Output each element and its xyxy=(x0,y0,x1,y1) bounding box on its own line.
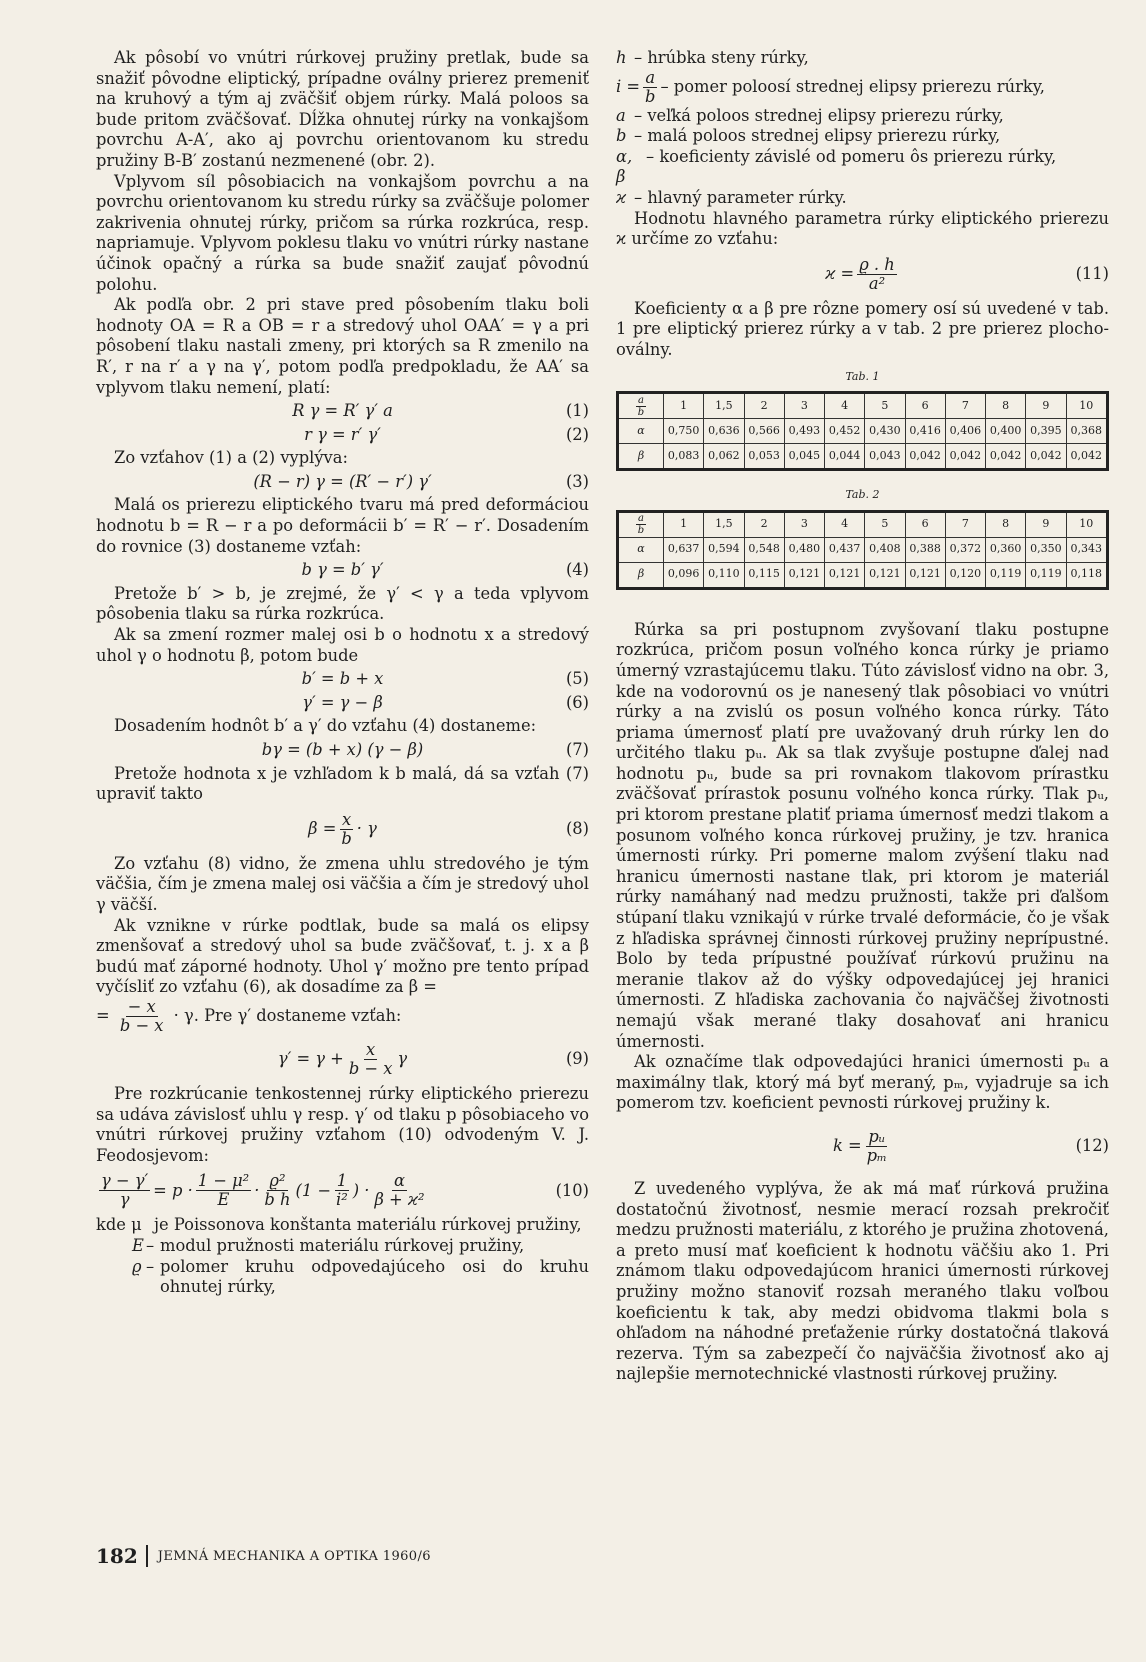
table-cell: 0,042 xyxy=(945,444,985,470)
table-header-row xyxy=(618,393,1108,419)
denominator: a² xyxy=(868,273,886,293)
numerator: 1 xyxy=(336,1171,348,1191)
equation-number: (6) xyxy=(565,692,589,712)
table-cell: 0,044 xyxy=(825,444,865,470)
numerator: ϱ . h xyxy=(859,254,895,274)
fraction xyxy=(339,811,353,848)
definition-text: – malá poloos strednej elipsy prierezu rúrky, xyxy=(634,126,1001,146)
row-label: β xyxy=(618,444,664,470)
numerator: 1 − μ² xyxy=(197,1171,250,1191)
table-cell: 0,480 xyxy=(784,537,824,562)
equation-10: $\frac{\gamma - \gamma'}{\gamma}$ = p · $\frac{\text{1 − μ²}}{E}$ · $\frac{\text{ϱ²}}{\text{b h}}$ (1 − $\frac{1}{\text{i²}}$ ) · $\frac{\alpha}{\text{β + ϰ²}}$ (10) xyxy=(101,1171,589,1210)
table-caption: Tab. 1 xyxy=(845,369,880,383)
table-cell: 0,452 xyxy=(825,419,865,444)
table-cell: 0,121 xyxy=(905,562,945,588)
table-header-cell: 7 xyxy=(945,511,985,537)
equation-3 xyxy=(96,472,589,493)
page-number: 182 xyxy=(96,1544,138,1568)
equation-body: b′ = b + x xyxy=(301,669,384,689)
table-cell: 0,372 xyxy=(945,537,985,562)
table-cell: 0,043 xyxy=(865,444,905,470)
numerator: a xyxy=(638,394,644,406)
definition-row xyxy=(96,1257,589,1298)
table-cell: 0,388 xyxy=(905,537,945,562)
numerator: a xyxy=(645,67,656,87)
equation-lhs: k = xyxy=(832,1136,862,1156)
equation-number: (5) xyxy=(565,669,589,689)
definition-dash: – xyxy=(146,1235,155,1255)
table-header-row xyxy=(618,511,1108,537)
definition-symbol: kde μ xyxy=(96,1215,142,1235)
definition-text: polomer kruhu odpovedajúceho osi do kruhu ohnutej rúrky, xyxy=(160,1256,589,1297)
equation-5 xyxy=(96,669,589,690)
paragraph: Ak pôsobí vo vnútri rúrkovej pružiny pretlak, bude sa snažiť pôvodne eliptický, prípadne oválny prierez premeniť na kruhový a tým aj zväčšiť objem rúrky. Malá poloos sa bude pritom zväčšovať. Dĺžka ohnutej rúrky na vonkajšom povrchu A-A′, ako aj povrchu orientovanom ku stredu pružiny B-B′ zostanú nezmenené (obr. 2). xyxy=(96,48,589,170)
symbol-definitions xyxy=(616,48,1109,209)
table-cell: 0,110 xyxy=(704,562,744,588)
definition-row xyxy=(616,106,1109,127)
table-header-cell: 9 xyxy=(1026,393,1066,419)
coefficient-table-1 xyxy=(616,391,1109,471)
equation-lhs: β = xyxy=(308,818,337,838)
table-row xyxy=(618,537,1108,562)
definition-dash: – xyxy=(146,1256,155,1276)
denominator: γ xyxy=(119,1190,130,1210)
definition-symbol: E xyxy=(132,1235,144,1255)
fraction xyxy=(347,1041,395,1078)
table-cell: 0,045 xyxy=(784,444,824,470)
fraction xyxy=(99,1172,150,1209)
table-cell: 0,493 xyxy=(784,419,824,444)
table-cell: 0,083 xyxy=(664,444,704,470)
table-header-cell: 7 xyxy=(945,393,985,419)
table-header-cell: 4 xyxy=(825,511,865,537)
table-cell: 0,750 xyxy=(664,419,704,444)
table-cell: 0,430 xyxy=(865,419,905,444)
table-header-cell: 1,5 xyxy=(704,393,744,419)
definition-row xyxy=(616,69,1109,106)
definition-row xyxy=(96,1215,589,1236)
table-header-cell: 1,5 xyxy=(704,511,744,537)
numerator: − x xyxy=(127,996,156,1016)
paragraph: Rúrka sa pri postupnom zvyšovaní tlaku postupne rozkrúca, pričom posun voľného konca rúrky je priamo úmerný vzrastajúcemu tlaku. Túto závislosť vidno na obr. 3, kde na vodorovnú os je nanesený tlak pôsobiaci vo vnútri rúrky a na zvislú os posun voľného konca rúrky. Táto priama úmernosť platí pre uvažovaný druh rúrky len do určitého tlaku pᵤ. Ak sa tlak zvyšuje postupne ďalej nad hodnotu pᵤ, bude sa pri rovnakom tlakovom prírastku zväčšovať prírastok posunu voľného konca rúrky. Tlak pᵤ, pri ktorom prestane platiť priama úmernosť medzi tlakom a posunom voľného konca rúrkovej pružiny, je tzv. hranica úmernosti rúrky. Pri pomerne malom zvýšení tlaku nad hranicu úmernosti nastane tlak, pri ktorom je materiál rúrky namáhaný nad medzu pružnosti, takže pri ďalšom stúpaní tlaku vznikajú v rúrke trvalé deformácie, čo je však z hľadiska správnej činnosti rúrkovej pružiny neprípustné. Bolo by teda prípustné používať rúrkovú pružinu na meranie tlakov až do výšky odpovedajúcej jej hranici úmernosti. Z hľadiska zachovania čo najväčšej životnosti nemajú však merané tlaky dosahovať ani hranicu úmernosti. xyxy=(616,619,1109,1051)
equation-body: r γ = r′ γ′ xyxy=(304,424,381,444)
definition-text: je Poissonova konštanta materiálu rúrkovej pružiny, xyxy=(154,1215,582,1235)
table-cell: 0,408 xyxy=(865,537,905,562)
denominator: b − x xyxy=(348,1058,393,1078)
paragraph: Ak sa zmení rozmer malej osi b o hodnotu x a stredový uhol γ o hodnotu β, potom bude xyxy=(96,625,589,665)
equation-part: ) · xyxy=(352,1180,370,1200)
equation-part: = p · xyxy=(153,1180,193,1200)
definition-text: modul pružnosti materiálu rúrkovej pružiny, xyxy=(160,1235,525,1255)
table-cell: 0,350 xyxy=(1026,537,1066,562)
header-ratio-cell xyxy=(618,511,664,537)
definition-row xyxy=(616,147,1109,188)
definition-symbol: b xyxy=(616,126,627,146)
denominator: b − x xyxy=(119,1015,164,1035)
table-header-cell: 8 xyxy=(986,393,1026,419)
paragraph: Pretože hodnota x je vzhľadom k b malá, dá sa vzťah (7) upraviť takto xyxy=(96,763,589,804)
denominator: E xyxy=(217,1190,230,1210)
equation-part: (1 − xyxy=(295,1180,332,1200)
table-header-cell: 1 xyxy=(664,511,704,537)
numerator: pᵤ xyxy=(868,1126,886,1146)
denominator: b xyxy=(637,525,645,537)
table-cell: 0,120 xyxy=(945,562,985,588)
table-cell: 0,119 xyxy=(1026,562,1066,588)
table-cell: 0,096 xyxy=(664,562,704,588)
definition-text: – veľká poloos strednej elipsy prierezu rúrky, xyxy=(634,105,1004,125)
table-row xyxy=(618,419,1108,444)
definition-symbol: i = xyxy=(616,76,641,96)
table-cell: 0,042 xyxy=(1026,444,1066,470)
table-cell: 0,400 xyxy=(986,419,1026,444)
equation-body: bγ = (b + x) (γ − β) xyxy=(261,740,424,759)
definition-symbol: h xyxy=(616,48,627,67)
equation-number: (11) xyxy=(1075,263,1109,283)
definition-symbol: α, β xyxy=(616,146,633,187)
paragraph: Zo vzťahu (8) vidno, že zmena uhlu stredového je tým väčšia, čím je zmena malej osi väčšia a čím je stredový uhol γ väčší. xyxy=(96,853,589,914)
table-header-cell: 5 xyxy=(865,393,905,419)
definition-row xyxy=(616,126,1109,147)
table-cell: 0,042 xyxy=(905,444,945,470)
fraction xyxy=(643,69,657,106)
equation-number: (4) xyxy=(565,560,589,580)
paragraph: Ak označíme tlak odpovedajúci hranici úmernosti pᵤ a maximálny tlak, ktorý má byť meraný, pₘ, vyjadruje sa ich pomerom tzv. koeficient pevnosti rúrkovej pružiny k. xyxy=(616,1052,1109,1113)
table-caption: Tab. 2 xyxy=(845,488,880,502)
table-cell: 0,637 xyxy=(664,537,704,562)
equation-11 xyxy=(616,256,1109,293)
page-footer xyxy=(96,1544,431,1568)
denominator: b xyxy=(645,86,656,106)
table-cell: 0,121 xyxy=(825,562,865,588)
table-cell: 0,406 xyxy=(945,419,985,444)
table-header-cell: 5 xyxy=(865,511,905,537)
table-header-cell: 6 xyxy=(905,511,945,537)
symbol-definitions xyxy=(96,1215,589,1297)
table-cell: 0,437 xyxy=(825,537,865,562)
table-cell: 0,121 xyxy=(865,562,905,588)
row-label: α xyxy=(618,419,664,444)
table-cell: 0,115 xyxy=(744,562,784,588)
paragraph: Pretože b′ > b, je zrejmé, že γ′ < γ a teda vplyvom pôsobenia tlaku sa rúrka rozkrúca. xyxy=(96,583,589,624)
numerator: x xyxy=(341,809,352,829)
numerator: a xyxy=(638,513,644,525)
table-header-cell: 8 xyxy=(986,511,1026,537)
coefficient-table-2 xyxy=(616,510,1109,590)
table-header-cell: 3 xyxy=(784,393,824,419)
numerator: ϱ² xyxy=(269,1171,286,1191)
numerator: γ − γ′ xyxy=(101,1171,149,1191)
equation-number: (9) xyxy=(565,1049,589,1069)
fraction xyxy=(262,1172,292,1209)
journal-name: JEMNÁ MECHANIKA A OPTIKA 1960/6 xyxy=(157,1548,431,1564)
table-row xyxy=(618,562,1108,588)
table-cell: 0,343 xyxy=(1066,537,1108,562)
paragraph: Ak vznikne v rúrke podtlak, bude sa malá os elipsy zmenšovať a stredový uhol sa bude zväčšovať, t. j. x a β budú mať záporné hodnoty. Uhol γ′ možno pre tento prípad vyčísliť zo vzťahu (6), ak dosadíme za β = xyxy=(96,915,589,997)
row-label: β xyxy=(618,562,664,588)
equation-rhs: γ xyxy=(397,1049,408,1069)
table-cell: 0,368 xyxy=(1066,419,1108,444)
paragraph: Ak podľa obr. 2 pri stave pred pôsobením tlaku boli hodnoty OA = R a OB = r a stredový uhol OAA′ = γ a pri pôsobení tlaku nastali zmeny, pri ktorých sa R zmenilo na R′, r na r′ a γ na γ′, potom podľa predpokladu, že AA′ sa vplyvom tlaku nemení, platí: xyxy=(96,295,589,397)
equation-4 xyxy=(96,560,589,581)
equation-2 xyxy=(96,425,589,446)
table-cell: 0,636 xyxy=(704,419,744,444)
equation-number: (2) xyxy=(565,424,589,444)
paragraph: Dosadením hodnôt b′ a γ′ do vzťahu (4) dostaneme: xyxy=(114,716,537,736)
paragraph-continuation xyxy=(96,998,589,1035)
fraction xyxy=(118,998,166,1035)
table-cell: 0,119 xyxy=(986,562,1026,588)
paragraph: Zo vzťahov (1) a (2) vyplýva: xyxy=(114,448,348,468)
table-cell: 0,594 xyxy=(704,537,744,562)
right-column xyxy=(616,48,1109,1385)
equation-body: (R − r) γ = (R′ − r′) γ′ xyxy=(253,471,432,491)
equation-9 xyxy=(96,1041,589,1078)
row-label: α xyxy=(618,537,664,562)
equation-number: (12) xyxy=(1075,1136,1109,1156)
paragraph-text: · γ. Pre γ′ dostaneme vzťah: xyxy=(173,1005,402,1025)
table-row xyxy=(618,444,1108,470)
denominator: b xyxy=(637,406,645,418)
table-header-cell: 2 xyxy=(744,393,784,419)
equation-6 xyxy=(96,693,589,714)
table-cell: 0,042 xyxy=(986,444,1026,470)
numerator: α xyxy=(394,1171,406,1191)
denominator: i² xyxy=(336,1190,348,1210)
table-header-cell: 2 xyxy=(744,511,784,537)
definition-symbol: a xyxy=(616,105,626,125)
definition-text: – pomer poloosí strednej elipsy prierezu rúrky, xyxy=(660,76,1045,96)
equation-number: (10) xyxy=(555,1180,589,1200)
table-cell: 0,416 xyxy=(905,419,945,444)
table-cell: 0,053 xyxy=(744,444,784,470)
definition-text: – hrúbka steny rúrky, xyxy=(634,48,809,67)
equation-body: γ′ = γ − β xyxy=(302,692,383,712)
fraction xyxy=(372,1172,426,1209)
numerator: x xyxy=(366,1039,376,1059)
table-header-cell: 10 xyxy=(1066,393,1108,419)
equation-number: (7) xyxy=(565,740,589,759)
footer-divider xyxy=(146,1545,148,1567)
paragraph: Z uvedeného vyplýva, že ak má mať rúrková pružina dostatočnú životnosť, nesmie merací rozsah prekročiť medzu pružnosti materiálu, z ktorého je pružina zhotovená, a preto musí mať koeficient k hodnotu väčšiu ako 1. Pri známom tlaku odpovedajúcom hranici úmernosti rúrkovej pružiny možno stanoviť rozsah meraného tlaku voľbou koeficientu k tak, aby medzi obidvoma tlakmi bola s ohľadom na náhodné preťaženie rúrky dostatočná tlaková rezerva. Tým sa zabezpečí čo najväčšia životnosť ako aj najlepšie mernotechnické vlastnosti rúrkovej pružiny. xyxy=(616,1178,1109,1384)
equation-1 xyxy=(96,401,589,422)
definition-row xyxy=(616,188,1109,209)
denominator: β + ϰ² xyxy=(374,1190,425,1210)
equals-sign: = xyxy=(96,1005,110,1025)
definition-row xyxy=(616,48,1109,69)
table-header-cell: 1 xyxy=(664,393,704,419)
equation-lhs: γ′ = γ + xyxy=(277,1049,344,1069)
equation-12 xyxy=(616,1128,1109,1165)
table-cell: 0,042 xyxy=(1066,444,1108,470)
definition-text: – hlavný parameter rúrky. xyxy=(634,187,847,207)
header-ratio-cell xyxy=(618,393,664,419)
table-header-cell: 9 xyxy=(1026,511,1066,537)
denominator: b xyxy=(341,828,352,848)
equation-lhs: ϰ = xyxy=(825,263,855,283)
table-cell: 0,548 xyxy=(744,537,784,562)
definition-symbol: ϱ xyxy=(132,1256,142,1276)
table-header-cell: 10 xyxy=(1066,511,1108,537)
fraction xyxy=(865,1128,889,1165)
fraction xyxy=(334,1172,350,1209)
fraction xyxy=(196,1172,251,1209)
paragraph: Vplyvom síl pôsobiacich na vonkajšom povrchu a na povrchu orientovanom ku stredu rúrky sa zväčšuje polomer zakrivenia ohnutej rúrky, pričom sa rúrka rozkrúca, resp. napriamuje. Vplyvom poklesu tlaku vo vnútri rúrky nastane účinok opačný a rúrka sa bude snažiť zaujať pôvodnú polohu. xyxy=(96,171,589,294)
definition-text: – koeficienty závislé od pomeru ôs prierezu rúrky, xyxy=(646,146,1057,166)
paragraph: Koeficienty α a β pre rôzne pomery osí sú uvedené v tab. 1 pre eliptický prierez rúrky a v tab. 2 pre prierez plocho-oválny. xyxy=(616,298,1109,359)
table-cell: 0,118 xyxy=(1066,562,1108,588)
table-cell: 0,395 xyxy=(1026,419,1066,444)
equation-number: (3) xyxy=(565,471,589,491)
denominator: b h xyxy=(264,1190,291,1210)
paragraph: Hodnotu hlavného parametra rúrky eliptického prierezu ϰ určíme zo vzťahu: xyxy=(616,208,1109,249)
equation-body: b γ = b′ γ′ xyxy=(301,560,384,580)
definition-symbol: ϰ xyxy=(616,187,627,207)
table-header-cell: 6 xyxy=(905,393,945,419)
paragraph: Malá os prierezu eliptického tvaru má pred deformáciou hodnotu b = R − r a po deformácii b′ = R′ − r′. Dosadením do rovnice (3) dostaneme vzťah: xyxy=(96,495,589,556)
paragraph: Pre rozkrúcanie tenkostennej rúrky eliptického prierezu sa udáva závislosť uhlu γ resp. γ′ od tlaku p pôsobiaceho vo vnútri rúrkovej pružiny vzťahom (10) odvodeným V. J. Feodosjevom: xyxy=(96,1083,589,1165)
table-cell: 0,062 xyxy=(704,444,744,470)
equation-rhs: · γ xyxy=(356,818,377,838)
left-column xyxy=(96,48,589,1298)
table-cell: 0,566 xyxy=(744,419,784,444)
equation-8 xyxy=(96,811,589,848)
denominator: pₘ xyxy=(866,1145,888,1165)
equation-7 xyxy=(96,740,589,761)
table-header-cell: 3 xyxy=(784,511,824,537)
fraction xyxy=(857,256,897,293)
table-header-cell: 4 xyxy=(825,393,865,419)
definition-row xyxy=(96,1236,589,1257)
equation-number: (1) xyxy=(565,401,589,421)
equation-body: R γ = R′ γ′ a xyxy=(292,401,393,421)
equation-number: (8) xyxy=(565,818,589,838)
table-cell: 0,121 xyxy=(784,562,824,588)
table-cell: 0,360 xyxy=(986,537,1026,562)
